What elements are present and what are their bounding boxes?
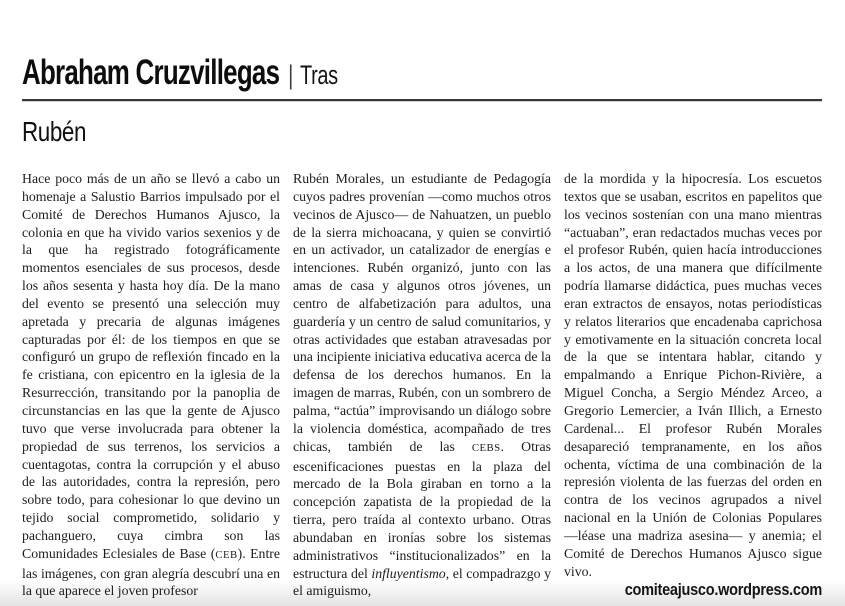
- header-rule: [22, 99, 822, 101]
- article-column-3: [564, 170, 822, 600]
- article-column-2: Rubén Morales, un estudiante de Pedagogía cuyos padres provenían —como muchos otros vecinos de Ajusco— de Nahuatzen, un pueblo de la sierra michoacana, y quien se convirtió en un activador, un catalizador de energías e intenciones. Rubén organizó, junto con las amas de casa y algunos otros jóvenes, un centro de alfabetización para adultos, una guardería y un centro de salud comunitarios, y otras actividades que estaban atravesadas por una incipiente iniciativa educativa acerca de la defensa de los derechos humanos. En la imagen de marras, Rubén, con un sombrero de palma, “actúa” improvisando un diálogo sobre la violencia doméstica, acompañado de tres chicas, también de las CEBS. Otras escenificaciones puestas en la plaza del mercado de la Bola giraban en torno a la concepción zapatista de la propiedad de la tierra, pero traída al contexto urbano. Otras abundaban en ironías sobre los sistemas administrativos “institucionalizados” en la estructura del influyentismo, el compadrazgo y el amiguismo,: [293, 171, 551, 599]
- section-name: Tras: [299, 60, 338, 90]
- column-3-text: de la mordida y la hipocresía. Los escuetos textos que se usaban, escritos en papelitos que los vecinos sostenían con una mano mientras “actuaban”, eran redactados muchas veces por el profesor Rubén, quien hacía introducciones a los actos, de una manera que difícilmente podría llamarse didáctica, pues muchas veces eran extractos de ensayos, notas periodísticas y relatos literarios que encadenaba caprichosa y emotivamente en la situación concreta local de la que se intentara hablar, citando y empalmando a Enrique Pichon-Rivière, a Miguel Concha, a Sergio Méndez Arceo, a Gregorio Lemercier, a Iván Illich, a Ernesto Cardenal... El profesor Rubén Morales desapareció tempranamente, en los años ochenta, víctima de una combinación de la represión violenta de las fuerzas del orden en contra de los vecinos agrupados a nivel nacional en la Unión de Colonias Populares —léase una madriza asesina— y anemia; el Comité de Derechos Humanos Ajusco sigue vivo.: [564, 171, 822, 579]
- website-link[interactable]: comiteajusco.wordpress.com: [624, 581, 822, 600]
- author-name: Abraham Cruzvillegas: [22, 53, 280, 92]
- article-header: [22, 55, 614, 95]
- article-column-1: Hace poco más de un año se llevó a cabo un homenaje a Salustio Barrios impulsado por el Comité de Derechos Humanos Ajusco, la colonia en que ha vivido varios sexenios y de la que ha registrado fotográficamente momentos esenciales de sus procesos, desde los años sesenta y hasta hoy día. De la mano del evento se presentó una selección muy apretada y precaria de algunas imágenes capturadas por él: de los tiempos en que se configuró un grupo de reflexión fincado en la fe cristiana, con epicentro en la iglesia de la Resurrección, transitando por la panoplia de circunstancias en las que la gente de Ajusco tuvo que verse involucrada para obtener la propiedad de sus terrenos, los servicios a cuentagotas, contra la corrupción y el abuso de las autoridades, contra la represión, pero sobre todo, para cohesionar lo que devino un tejido social comprometido, solidario y pachanguero, cuya cimbra son las Comunidades Eclesiales de Base (CEB). Entre las imágenes, con gran alegría descubrí una en la que aparece el joven profesor: [22, 171, 280, 599]
- article-title: Rubén: [22, 116, 87, 147]
- header-separator: |: [288, 60, 294, 90]
- article-body: [22, 170, 822, 600]
